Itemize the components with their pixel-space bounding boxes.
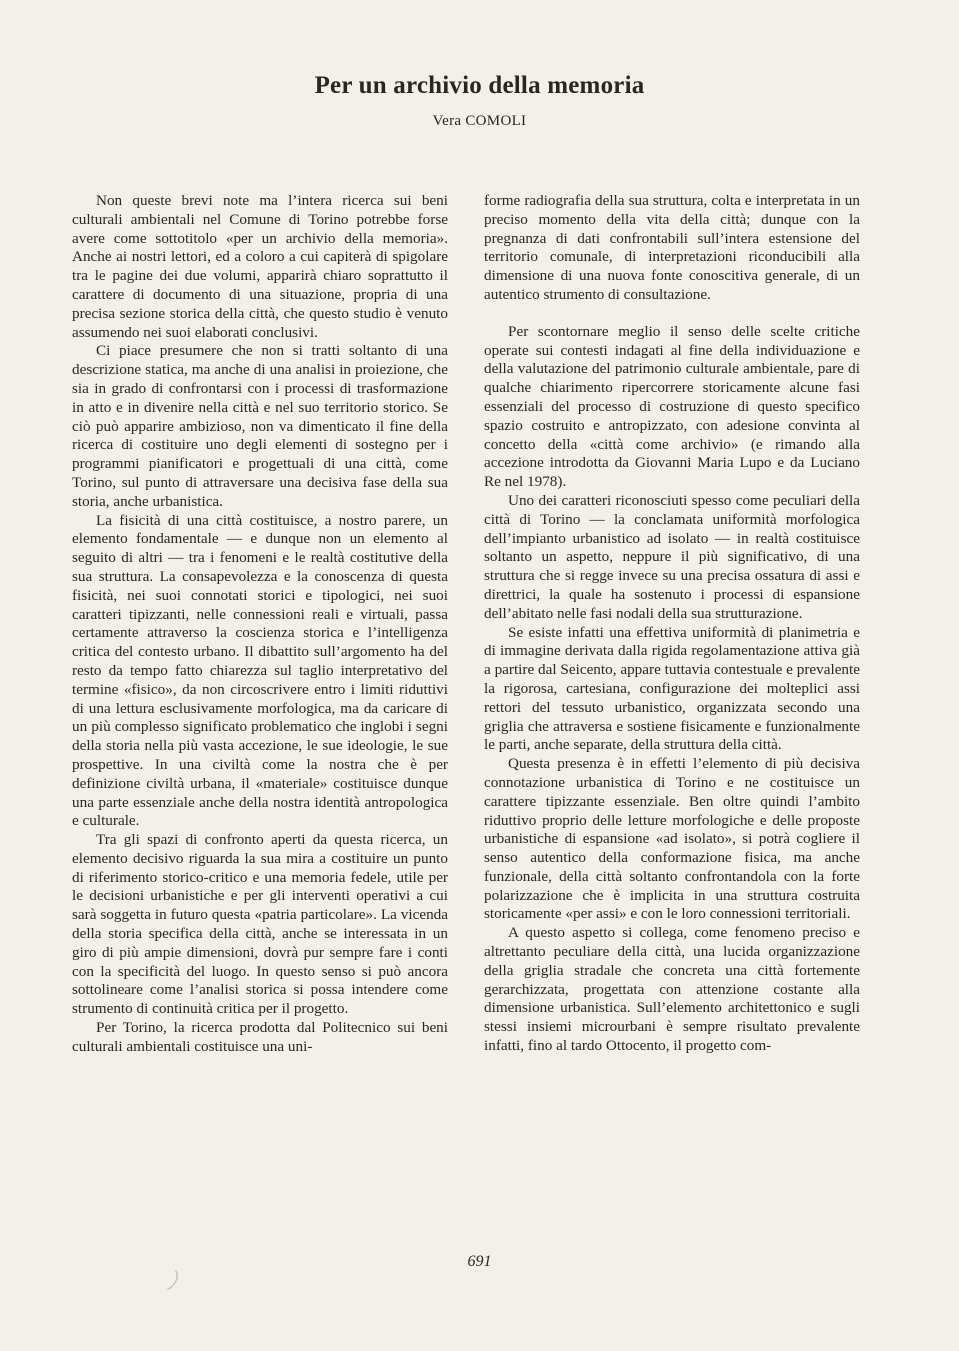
paragraph: Questa presenza è in effetti l’elemento di più decisiva connotazione urbanistica di Torino e ne costituisce un carattere tipizzante essenziale. Ben oltre quindi l’ambito riduttivo proprio delle letture morfologiche e delle proposte urbanistiche di espansione «ad isolato», si potrà cogliere il senso autentico della conformazione fisica, ma anche funzionale, della città soltanto confrontandola con la forte polarizzazione che è implicita in una struttura costruita storicamente «per assi» e con le loro connessioni territoriali. <box>484 755 860 923</box>
paragraph: Uno dei caratteri riconosciuti spesso come peculiari della città di Torino — la conclamata uniformità morfologica dell’impianto urbanistico ad isolato — in realtà costituisce soltanto un aspetto, neppure il più significativo, di una struttura che si regge invece su una precisa ossatura di assi e direttrici, la quale ha sostenuto i processi di espansione dell’abitato nelle fasi nodali della sua strutturazione. <box>484 491 860 622</box>
article-title: Per un archivio della memoria <box>314 72 645 99</box>
paragraph-continuation: forme radiografia della sua struttura, colta e interpretata in un preciso momento della vita della città; dunque con la pregnanza di dati confrontabili sull’intera estensione del territorio comunale, di interpretazioni riconducibili alla dimensione di una nuova fonte conoscitiva generale, di un autentico strumento di consultazione. <box>484 192 860 303</box>
paragraph: Se esiste infatti una effettiva uniformità di planimetria e di immagine derivata dalla rigida regolamentazione attiva già a partire dal Seicento, appare tuttavia contestuale e prevalente la rigorosa, cartesiana, configurazione dei molteplici assi rettori del tessuto urbanistico, organizzata secondo una griglia che attraversa e sostiene fisicamente e funzionalmente le parti, anche separate, della struttura della città. <box>484 623 860 754</box>
pencil-mark-icon <box>164 1268 182 1292</box>
paragraph: Per Torino, la ricerca prodotta dal Politecnico sui beni culturali ambientali costituisce una uni- <box>72 1019 448 1055</box>
paragraph: Per scontornare meglio il senso delle scelte critiche operate sui contesti indagati al fine della individuazione e della valutazione del patrimonio culturale ambientale, pare di qualche chiarimento ripercorrere storicamente alcune fasi essenziali del processo di costruzione di questo specifico spazio costruito e antropizzato, con adesione convinta al concetto della «città come archivio» (e rimando alla accezione introdotta da Giovanni Maria Lupo e da Luciano Re nel 1978). <box>484 322 860 491</box>
page-number: 691 <box>467 1253 492 1270</box>
paragraph: Tra gli spazi di confronto aperti da questa ricerca, un elemento decisivo riguarda la sua mira a costituire un punto di riferimento storico-critico e una memoria fedele, utile per le decisioni urbanistiche e per gli interventi operativi a cui sarà soggetta in futuro questa «patria particolare». La vicenda della storia specifica della città, anche se interessata in un giro di più ampie dimensioni, dovrà pur sempre fare i conti con la specificità del luogo. In questo senso si può ancora sottolineare come l’analisi storica si possa intendere come strumento di continuità critica per il progetto. <box>72 831 448 1018</box>
paragraph: Non queste brevi note ma l’intera ricerca sui beni culturali ambientali nel Comune di Torino potrebbe forse avere come sottotitolo «per un archivio della memoria». Anche ai nostri lettori, ed a coloro a cui capiterà di spigolare tra le pagine dei due volumi, apparirà chiaro soprattutto il carattere di documento di una situazione, propria di una precisa sezione storica della città, che questo studio è venuto assumendo nei suoi elaborati conclusivi. <box>72 192 448 341</box>
paragraph: Ci piace presumere che non si tratti soltanto di una descrizione statica, ma anche di una analisi in proiezione, che sia in grado di confrontarsi con i processi di trasformazione in atto e in divenire nella città e nel suo territorio storico. Se ciò può apparire ambizioso, non va dimenticato il fine della ricerca di costituire uno degli elementi di sostegno per i programmi pianificatori e progettuali di una città, come Torino, sul punto di attraversare una decisiva fase della sua storia, anche urbanistica. <box>72 342 448 510</box>
left-text-column <box>72 192 448 1057</box>
paragraph: La fisicità di una città costituisce, a nostro parere, un elemento fondamentale — e dunque non un elemento al seguito di altri — tra i fenomeni e le realtà costitutive della sua struttura. La consapevolezza e la conoscenza di questa fisicità, nei suoi connotati storici e tipologici, nei suoi caratteri tipizzanti, nelle connessioni reali e virtuali, passa certamente attraverso la coscienza storica e l’intelligenza critica del contesto urbano. Il dibattito sull’argomento ha del resto da tempo fatto chiarezza sul taglio interpretativo del termine «fisico», da non circoscrivere entro i limiti riduttivi di una lettura esclusivamente morfologica, ma da caricare di un più complesso significato problematico che inglobi i segni della storia nella più vasta accezione, le sue ideologie, le sue prospettive. In una civiltà come la nostra che è per definizione civiltà urbana, il «materiale» costituisce dunque una parte essenziale anche della nostra identità antropologica e culturale. <box>72 511 448 830</box>
right-text-column <box>484 192 860 1056</box>
paragraph: A questo aspetto si collega, come fenomeno preciso e altrettanto peculiare della città, una lucida organizzazione della griglia stradale che concreta una città fortemente gerarchizzata, progettata con attenzione costante alla dimensione urbanistica. Sull’elemento architettonico e sugli stessi insiemi microurbani è sempre risultato prevalente infatti, fino al tardo Ottocento, il progetto com- <box>484 924 860 1055</box>
author-name: Vera COMOLI <box>432 113 527 129</box>
